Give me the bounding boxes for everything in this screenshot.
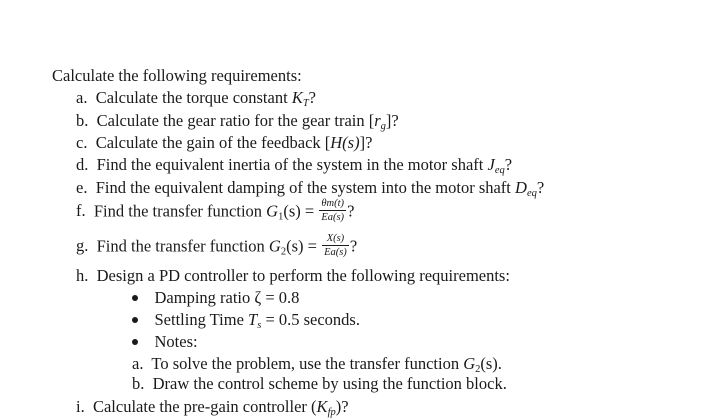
item-marker: f. — [76, 201, 86, 221]
fraction-numerator: θm(t) — [319, 198, 346, 211]
item-marker: c. — [76, 133, 88, 152]
symbol: K — [291, 88, 303, 107]
bullet-text: Settling Time — [154, 310, 244, 329]
symbol: K — [316, 397, 328, 416]
note-tail: (s). — [480, 354, 502, 373]
symbol-subscript: 1 — [278, 211, 284, 223]
item-text: Calculate the gear ratio for the gear train [ — [96, 111, 375, 130]
item-marker: i. — [76, 397, 85, 416]
symbol: D — [515, 178, 527, 197]
item-tail: )? — [335, 397, 349, 416]
item-text: Find the equivalent inertia of the system in the motor shaft — [96, 155, 484, 174]
item-text: Design a PD controller to perform the following requirements: — [96, 266, 510, 285]
bullet-item — [132, 332, 198, 352]
item-marker: a. — [132, 354, 144, 373]
item-tail: ]? — [359, 133, 373, 152]
symbol-subscript: 2 — [475, 364, 481, 375]
requirement-item-a — [76, 88, 316, 109]
symbol-subscript: T — [302, 98, 309, 109]
fraction — [322, 233, 349, 258]
item-tail: ? — [347, 201, 355, 221]
fraction-denominator: Ea(s) — [324, 247, 347, 258]
requirement-item-f — [76, 200, 354, 225]
item-text: Find the transfer function — [93, 201, 263, 221]
requirement-item-i — [76, 397, 349, 418]
item-marker: b. — [76, 111, 89, 130]
requirement-item-d — [76, 155, 512, 176]
function-argument: (s) = — [286, 236, 317, 256]
note-text: Draw the control scheme by using the function block. — [152, 374, 507, 393]
item-marker: h. — [76, 266, 89, 285]
symbol: J — [487, 155, 495, 174]
bullet-icon — [132, 295, 138, 301]
note-text: To solve the problem, use the transfer function — [151, 354, 460, 373]
item-marker: d. — [76, 155, 89, 174]
symbol: G — [463, 354, 476, 373]
item-marker: b. — [132, 374, 145, 393]
symbol-subscript: s — [257, 320, 262, 331]
item-tail: ? — [308, 88, 316, 107]
item-tail: ? — [536, 178, 545, 197]
item-text: Find the transfer function — [96, 236, 265, 256]
item-marker: e. — [76, 178, 88, 197]
fraction — [319, 198, 346, 223]
item-tail: ? — [504, 155, 513, 174]
note-item-a — [132, 354, 502, 375]
fraction-denominator: Ea(s) — [321, 212, 345, 223]
item-tail: ? — [349, 236, 358, 256]
requirement-item-b — [76, 111, 399, 132]
requirement-item-e — [76, 178, 544, 199]
page-heading: Calculate the following requirements: — [52, 66, 302, 85]
bullet-text: Damping ratio ζ = 0.8 — [154, 288, 300, 307]
requirement-item-h — [76, 266, 510, 286]
bullet-item — [132, 310, 360, 331]
item-tail: ]? — [385, 111, 399, 130]
note-item-b — [132, 374, 507, 394]
symbol: G — [266, 201, 279, 221]
math-expression: H(s) — [330, 133, 360, 152]
symbol-subscript: 2 — [280, 246, 287, 258]
bullet-tail: = 0.5 seconds. — [265, 310, 360, 329]
item-text: Calculate the torque constant — [95, 88, 288, 107]
symbol: T — [248, 310, 258, 329]
fraction-numerator: X(s) — [322, 233, 349, 246]
item-text: Find the equivalent damping of the system into the motor shaft — [95, 178, 511, 197]
item-text: Calculate the pre-gain controller ( — [92, 397, 317, 416]
symbol-subscript: eq — [494, 165, 505, 176]
function-argument: (s) = — [283, 201, 315, 221]
bullet-text: Notes: — [154, 332, 198, 351]
item-marker: a. — [76, 88, 88, 107]
bullet-item — [132, 288, 299, 308]
symbol-subscript: g — [380, 121, 386, 132]
symbol: r — [374, 111, 381, 130]
symbol-subscript: eq — [526, 188, 537, 199]
symbol: G — [268, 236, 281, 256]
item-text: Calculate the gain of the feedback [ — [95, 133, 331, 152]
bullet-icon — [132, 317, 138, 323]
item-marker: g. — [76, 236, 89, 256]
symbol-subscript: fp — [327, 407, 336, 418]
requirement-item-c — [76, 133, 372, 153]
requirement-item-g — [76, 235, 357, 260]
bullet-icon — [132, 339, 138, 345]
